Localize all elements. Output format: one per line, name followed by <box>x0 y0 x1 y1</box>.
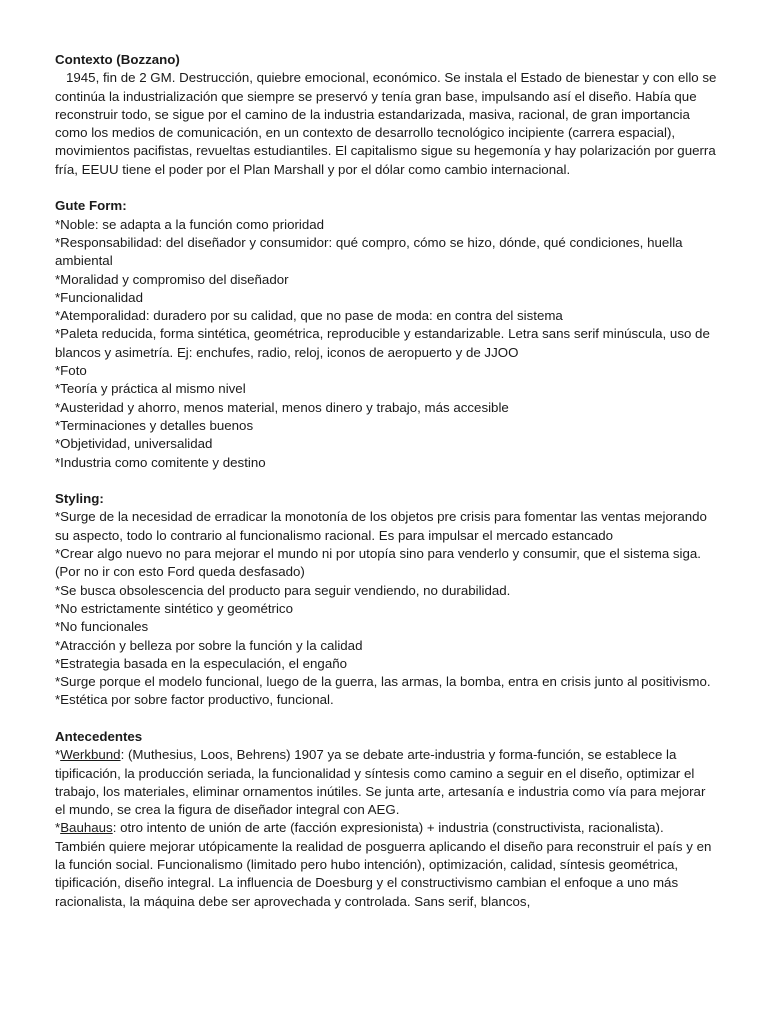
section-styling <box>55 490 717 710</box>
heading-antecedentes: Antecedentes <box>55 728 143 744</box>
list-item: *Atracción y belleza por sobre la función y la calidad <box>55 637 363 653</box>
heading-contexto: Contexto (Bozzano) <box>55 52 180 67</box>
entry-prefix: * <box>55 747 61 763</box>
list-item: *Responsabilidad: del diseñador y consumidor: qué compro, cómo se hizo, dónde, qué condiciones, huella ambiental <box>55 234 683 269</box>
entry-werkbund <box>55 746 717 819</box>
entry-prefix: * <box>55 820 61 836</box>
list-item: *Funcionalidad <box>55 289 143 305</box>
list-item: *Moralidad y compromiso del diseñador <box>55 271 289 287</box>
entry-bauhaus <box>55 819 717 910</box>
entry-text: : otro intento de unión de arte (facción expresionista) + industria (constructivista, racionalista). También quiere mejorar utópicamente la realidad de posguerra aplicando el diseño para reconstruir el país y en la función social. Funcionalismo (limitado pero hubo intención), optimización, calidad, síntesis geométrica, tipificación, diseño integral. La influencia de Doesburg y el constructivismo cambian el enfoque a uno más racionalista, la máquina debe ser aprovechada y controlada. Sans serif, blancos, <box>55 820 712 909</box>
section-contexto <box>55 51 717 179</box>
list-item: *Surge de la necesidad de erradicar la monotonía de los objetos pre crisis para fomentar las ventas mejorando su aspecto, todo lo contrario al funcionalismo racional. Es para impulsar el mercado estancado <box>55 509 707 543</box>
section-gute-form <box>55 197 717 471</box>
list-item: *Objetividad, universalidad <box>55 436 213 452</box>
list-item: *Industria como comitente y destino <box>55 454 266 470</box>
section-antecedentes <box>55 728 717 911</box>
heading-gute-form: Gute Form: <box>55 198 127 214</box>
list-item: *Crear algo nuevo no para mejorar el mundo ni por utopía sino para venderlo y consumir, que el sistema siga. (Por no ir con esto Ford queda desfasado) <box>55 546 701 580</box>
term-bauhaus: Bauhaus <box>60 820 113 836</box>
list-item: *Paleta reducida, forma sintética, geométrica, reproducible y estandarizable. Letra sans serif minúscula, uso de blancos y asimetría. Ej: enchufes, radio, reloj, iconos de aeropuerto y de JJOO <box>55 326 710 360</box>
list-item: *Atemporalidad: duradero por su calidad, que no pase de moda: en contra del sistema <box>55 308 563 324</box>
list-item: *No funcionales <box>55 619 149 635</box>
entry-text: : (Muthesius, Loos, Behrens) 1907 ya se debate arte-industria y forma-función, se establece la tipificación, la producción seriada, la funcionalidad y síntesis como camino a seguir en el diseño, optimizar el trabajo, los materiales, eliminar ornamentos inútiles. Se junta arte, artesanía e industria como vía para mejorar el mundo, se crea la figura de diseñador integral con AEG. <box>55 747 706 818</box>
list-item: *Estética por sobre factor productivo, funcional. <box>55 692 334 708</box>
list-item: *Surge porque el modelo funcional, luego de la guerra, las armas, la bomba, entra en crisis junto al positivismo. <box>55 674 711 690</box>
list-item: *Austeridad y ahorro, menos material, menos dinero y trabajo, más accesible <box>55 399 509 415</box>
document-page <box>55 51 717 929</box>
heading-styling: Styling: <box>55 491 104 507</box>
list-item: *Se busca obsolescencia del producto para seguir vendiendo, no durabilidad. <box>55 582 511 598</box>
list-item: *Estrategia basada en la especulación, el engaño <box>55 655 348 671</box>
paragraph-contexto: 1945, fin de 2 GM. Destrucción, quiebre emocional, económico. Se instala el Estado de bienestar y con ello se continúa la industrialización que siempre se preservó y tenía gran base, impulsando así el diseño. Había que reconstruir todo, se sigue por el camino de la industria estandarizada, masiva, racional, de gran importancia como los medios de comunicación, en un contexto de desarrollo tecnológico incipiente (carrera espacial), movimientos pacifistas, revueltas estudiantiles. El capitalismo sigue su hegemonía y hay polarización por guerra fría, EEUU tiene el poder por el Plan Marshall y por el dólar como cambio internacional. <box>55 70 717 177</box>
list-item: *Terminaciones y detalles buenos <box>55 417 254 433</box>
list-item: *Foto <box>55 363 87 379</box>
term-werkbund: Werkbund <box>60 747 121 763</box>
list-item: *Teoría y práctica al mismo nivel <box>55 381 246 397</box>
list-item: *Noble: se adapta a la función como prioridad <box>55 216 325 232</box>
list-item: *No estrictamente sintético y geométrico <box>55 600 293 616</box>
